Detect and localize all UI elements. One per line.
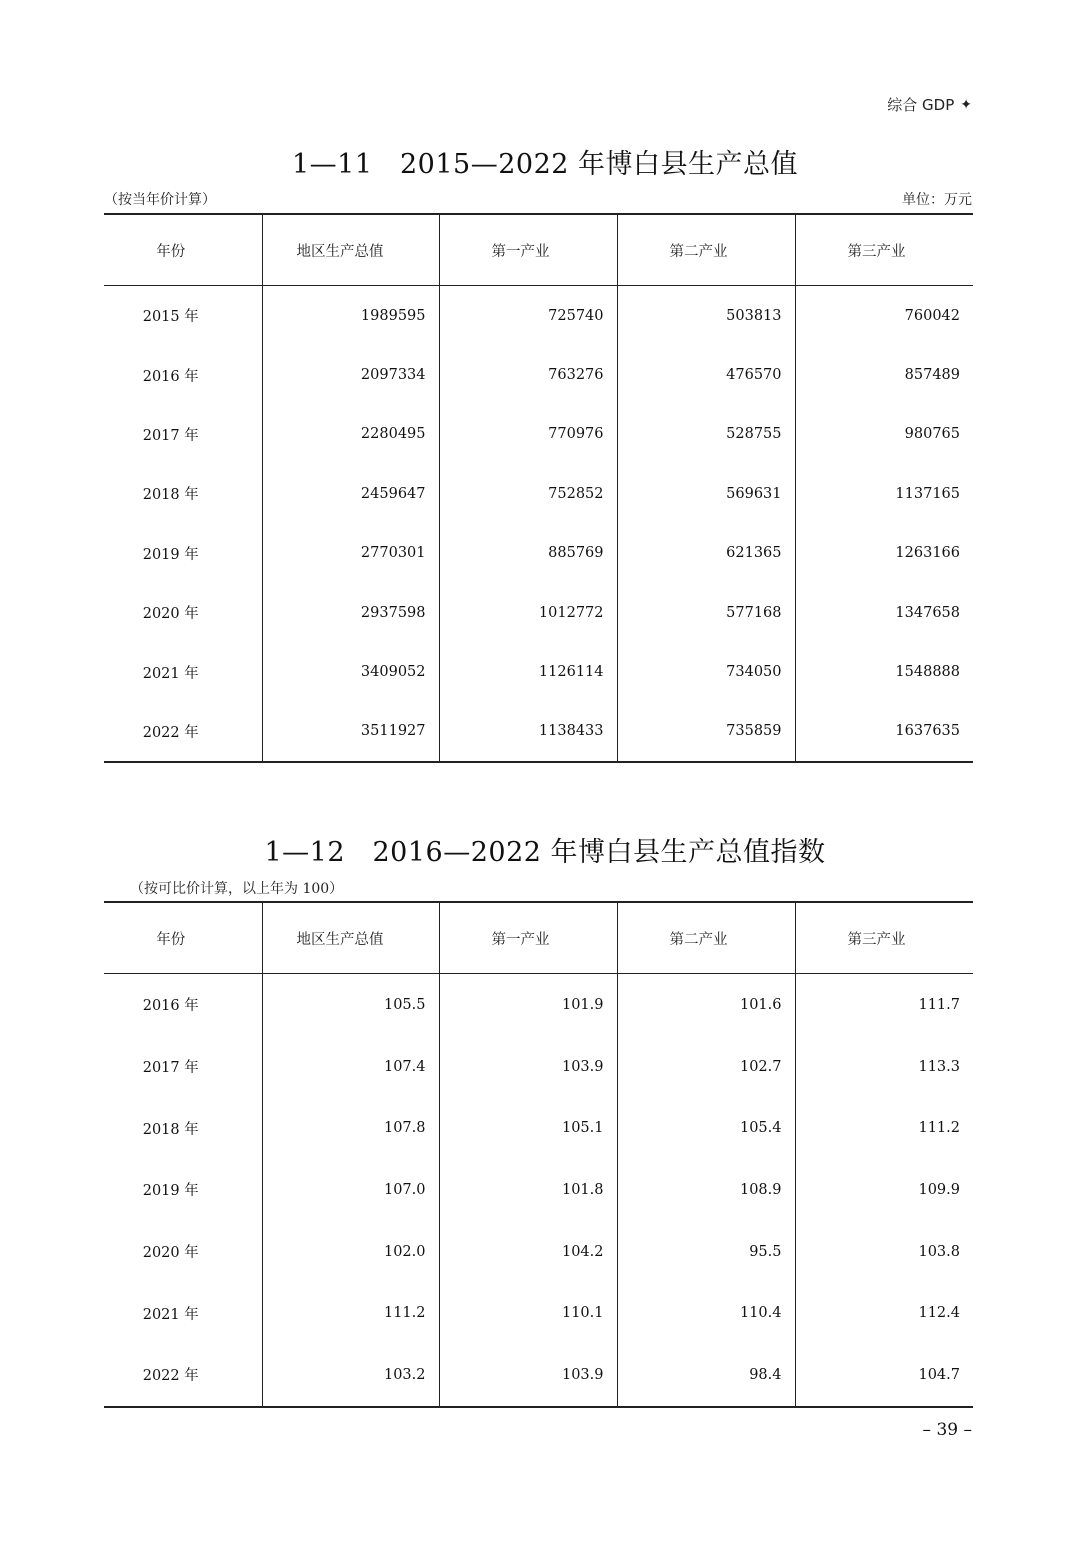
cell-gdp: 111.2 <box>262 1282 439 1344</box>
cell-primary: 1126114 <box>439 642 617 701</box>
cell-year: 2019 年 <box>142 1183 199 1200</box>
header-primary: 第一产业 <box>439 214 617 286</box>
cell-gdp: 2770301 <box>262 524 439 583</box>
cell-gdp: 102.0 <box>262 1221 439 1283</box>
cell-secondary: 577168 <box>617 583 795 642</box>
section-label: 综合 GDP <box>887 96 955 114</box>
cell-year: 2022 年 <box>142 1368 199 1385</box>
table-row <box>104 583 973 642</box>
cell-gdp: 107.8 <box>262 1097 439 1159</box>
cell-secondary: 621365 <box>617 524 795 583</box>
cell-gdp: 3409052 <box>262 642 439 701</box>
cell-year: 2016 年 <box>142 998 199 1015</box>
cell-secondary: 95.5 <box>617 1221 795 1283</box>
cell-gdp: 3511927 <box>262 702 439 762</box>
cell-gdp: 105.5 <box>262 974 439 1036</box>
cell-year: 2022 年 <box>142 724 199 741</box>
table-row <box>104 1282 973 1344</box>
cell-tertiary: 857489 <box>795 345 973 404</box>
table-row <box>104 345 973 404</box>
running-head <box>887 94 972 115</box>
header-secondary: 第二产业 <box>617 214 795 286</box>
table-row <box>104 405 973 464</box>
cell-primary: 725740 <box>439 286 617 346</box>
cell-secondary: 110.4 <box>617 1282 795 1344</box>
cell-secondary: 528755 <box>617 405 795 464</box>
cell-secondary: 101.6 <box>617 974 795 1036</box>
cell-year: 2015 年 <box>142 309 199 326</box>
cell-primary: 110.1 <box>439 1282 617 1344</box>
cell-secondary: 734050 <box>617 642 795 701</box>
cell-year: 2018 年 <box>142 487 199 504</box>
header-primary: 第一产业 <box>439 902 617 974</box>
cell-gdp: 2459647 <box>262 464 439 523</box>
cell-gdp: 2937598 <box>262 583 439 642</box>
table-row <box>104 1097 973 1159</box>
cell-primary: 1012772 <box>439 583 617 642</box>
cell-year: 2021 年 <box>142 665 199 682</box>
table-row <box>104 524 973 583</box>
cell-primary: 101.9 <box>439 974 617 1036</box>
cell-year: 2017 年 <box>142 1060 199 1077</box>
cell-primary: 1138433 <box>439 702 617 762</box>
cell-secondary: 476570 <box>617 345 795 404</box>
cell-year: 2018 年 <box>142 1121 199 1138</box>
cell-year: 2020 年 <box>142 1245 199 1262</box>
cell-primary: 101.8 <box>439 1159 617 1221</box>
cell-year: 2021 年 <box>142 1306 199 1323</box>
header-year: 年份 <box>156 931 186 948</box>
cell-tertiary: 760042 <box>795 286 973 346</box>
cell-tertiary: 111.7 <box>795 974 973 1036</box>
cell-primary: 763276 <box>439 345 617 404</box>
cell-secondary: 108.9 <box>617 1159 795 1221</box>
header-gdp: 地区生产总值 <box>262 902 439 974</box>
header-tertiary: 第三产业 <box>795 902 973 974</box>
gdp-index-table <box>104 901 973 1408</box>
header-gdp: 地区生产总值 <box>262 214 439 286</box>
table1-unit: 单位：万元 <box>902 192 972 208</box>
table-row <box>104 1036 973 1098</box>
cell-gdp: 2097334 <box>262 345 439 404</box>
table-row <box>104 974 973 1036</box>
cell-primary: 104.2 <box>439 1221 617 1283</box>
cell-year: 2020 年 <box>142 606 199 623</box>
header-tertiary: 第三产业 <box>795 214 973 286</box>
cell-tertiary: 104.7 <box>795 1344 973 1407</box>
table2-title: 1—12 2016—2022 年博白县生产总值指数 <box>264 837 826 868</box>
cell-primary: 103.9 <box>439 1036 617 1098</box>
diamond-marker-icon: ✦ <box>960 96 972 113</box>
cell-secondary: 98.4 <box>617 1344 795 1407</box>
cell-gdp: 1989595 <box>262 286 439 346</box>
cell-secondary: 105.4 <box>617 1097 795 1159</box>
cell-tertiary: 113.3 <box>795 1036 973 1098</box>
cell-tertiary: 1637635 <box>795 702 973 762</box>
cell-gdp: 2280495 <box>262 405 439 464</box>
table-row <box>104 1344 973 1407</box>
page-number: – 39 – <box>922 1420 972 1440</box>
cell-tertiary: 112.4 <box>795 1282 973 1344</box>
cell-year: 2016 年 <box>142 368 199 385</box>
table-row <box>104 1159 973 1221</box>
cell-gdp: 107.4 <box>262 1036 439 1098</box>
cell-primary: 885769 <box>439 524 617 583</box>
gdp-table <box>104 213 973 763</box>
cell-tertiary: 1263166 <box>795 524 973 583</box>
cell-primary: 105.1 <box>439 1097 617 1159</box>
table-row <box>104 642 973 701</box>
table2-note: （按可比价计算，以上年为 100） <box>130 881 344 897</box>
cell-primary: 103.9 <box>439 1344 617 1407</box>
header-secondary: 第二产业 <box>617 902 795 974</box>
table-row <box>104 1221 973 1283</box>
table-row <box>104 286 973 346</box>
cell-tertiary: 1347658 <box>795 583 973 642</box>
cell-primary: 752852 <box>439 464 617 523</box>
table1-note: （按当年价计算） <box>104 192 216 208</box>
table-row <box>104 464 973 523</box>
table-header-row <box>104 902 973 974</box>
cell-gdp: 107.0 <box>262 1159 439 1221</box>
cell-year: 2019 年 <box>142 546 199 563</box>
cell-secondary: 503813 <box>617 286 795 346</box>
table1-title: 1—11 2015—2022 年博白县生产总值 <box>291 149 799 180</box>
cell-tertiary: 111.2 <box>795 1097 973 1159</box>
cell-tertiary: 103.8 <box>795 1221 973 1283</box>
table-row <box>104 702 973 762</box>
cell-tertiary: 1548888 <box>795 642 973 701</box>
cell-secondary: 735859 <box>617 702 795 762</box>
cell-gdp: 103.2 <box>262 1344 439 1407</box>
cell-tertiary: 1137165 <box>795 464 973 523</box>
cell-primary: 770976 <box>439 405 617 464</box>
cell-tertiary: 980765 <box>795 405 973 464</box>
cell-secondary: 569631 <box>617 464 795 523</box>
cell-tertiary: 109.9 <box>795 1159 973 1221</box>
cell-secondary: 102.7 <box>617 1036 795 1098</box>
header-year: 年份 <box>156 243 186 260</box>
table-header-row <box>104 214 973 286</box>
cell-year: 2017 年 <box>142 427 199 444</box>
